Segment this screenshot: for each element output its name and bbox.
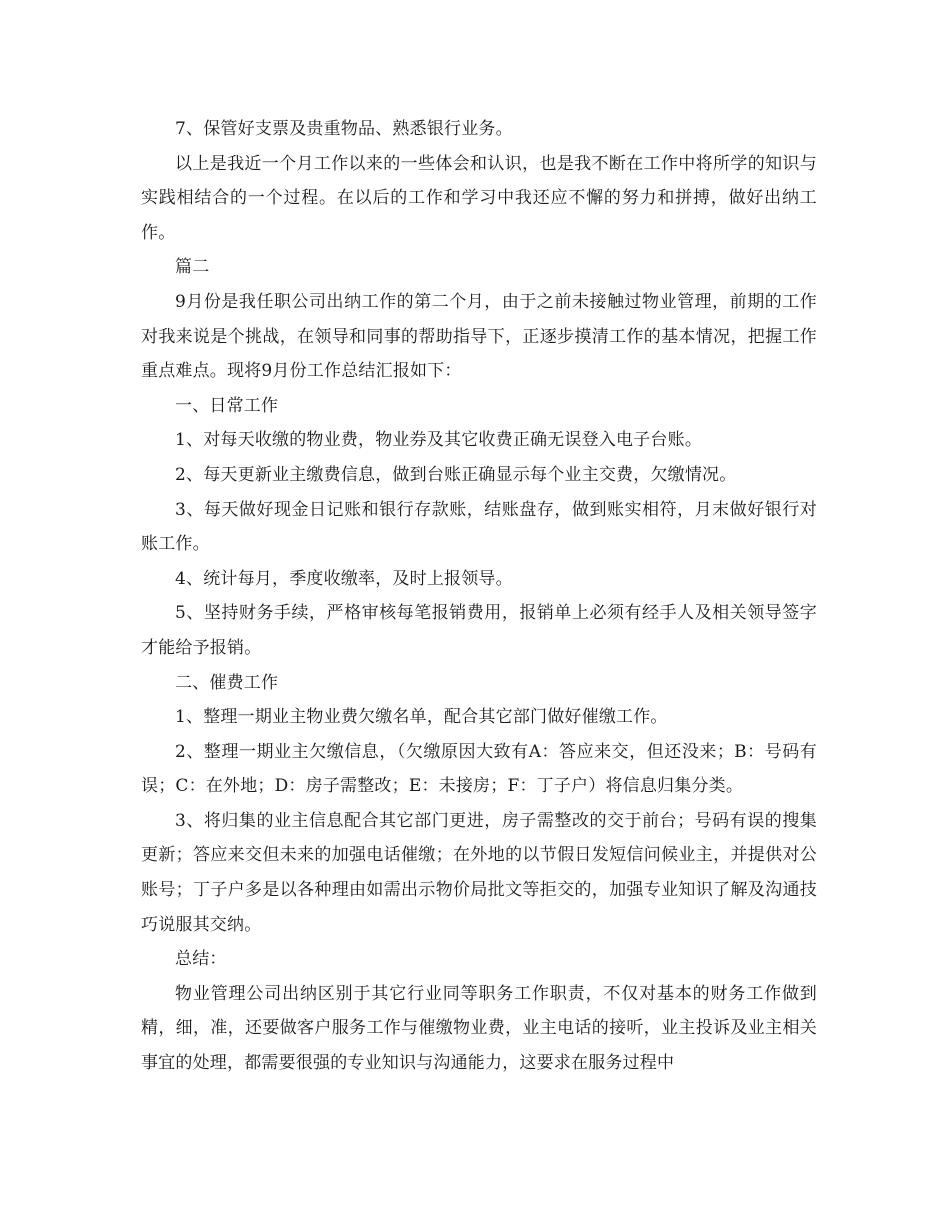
list-item: 2、整理一期业主欠缴信息，（欠缴原因大致有A：答应来交，但还没来；B：号码有误；C：在外地；D：房子需整改；E：未接房；F：丁子户）将信息归集分类。 [141,741,817,797]
list-item: 3、将归集的业主信息配合其它部门更进，房子需整改的交于前台；号码有误的搜集更新；答应来交但未来的加强电话催缴；在外地的以节假日发短信问候业主，并提供对公账号；丁子户多是以各种理由如需出示物价局批文等拒交的，加强专业知识了解及沟通技巧说服其交纳。 [141,810,817,935]
list-item: 1、对每天收缴的物业费，物业券及其它收费正确无误登入电子台账。 [175,430,703,451]
list-item: 1、整理一期业主物业费欠缴名单，配合其它部门做好催缴工作。 [175,707,668,728]
paragraph-item-7: 7、保管好支票及贵重物品、熟悉银行业务。 [175,119,513,139]
list-item: 3、每天做好现金日记账和银行存款账，结账盘存，做到账实相符，月末做好银行对账工作。 [141,499,817,555]
paragraph-intro: 9月份是我任职公司出纳工作的第二个月，由于之前未接触过物业管理，前期的工作对我来说是个挑战，在领导和同事的帮助指导下，正逐步摸清工作的基本情况，把握工作重点难点。现将9月份工作总结汇报如下： [141,291,817,382]
section-heading-part-two: 篇二 [175,257,210,278]
paragraph-summary: 以上是我近一个月工作以来的一些体会和认识，也是我不断在工作中将所学的知识与实践相结合的一个过程。在以后的工作和学习中我还应不懈的努力和拼搏，做好出纳工作。 [141,153,817,243]
list-item: 4、统计每月，季度收缴率，及时上报领导。 [175,568,513,589]
section-heading-collection-work: 二、催费工作 [175,672,279,693]
list-item: 2、每天更新业主缴费信息，做到台账正确显示每个业主交费，欠缴情况。 [175,464,737,485]
section-heading-conclusion: 总结： [175,949,227,970]
section-heading-daily-work: 一、日常工作 [175,395,279,416]
list-item: 5、坚持财务手续，严格审核每笔报销费用，报销单上必须有经手人及相关领导签字才能给予报销。 [141,603,817,658]
document-body [141,112,817,1081]
paragraph-conclusion: 物业管理公司出纳区别于其它行业同等职务工作职责，不仅对基本的财务工作做到精，细，准，还要做客户服务工作与催缴物业费，业主电话的接听，业主投诉及业主相关事宜的处理，都需要很强的专业知识与沟通能力，这要求在服务过程中 [141,983,817,1074]
